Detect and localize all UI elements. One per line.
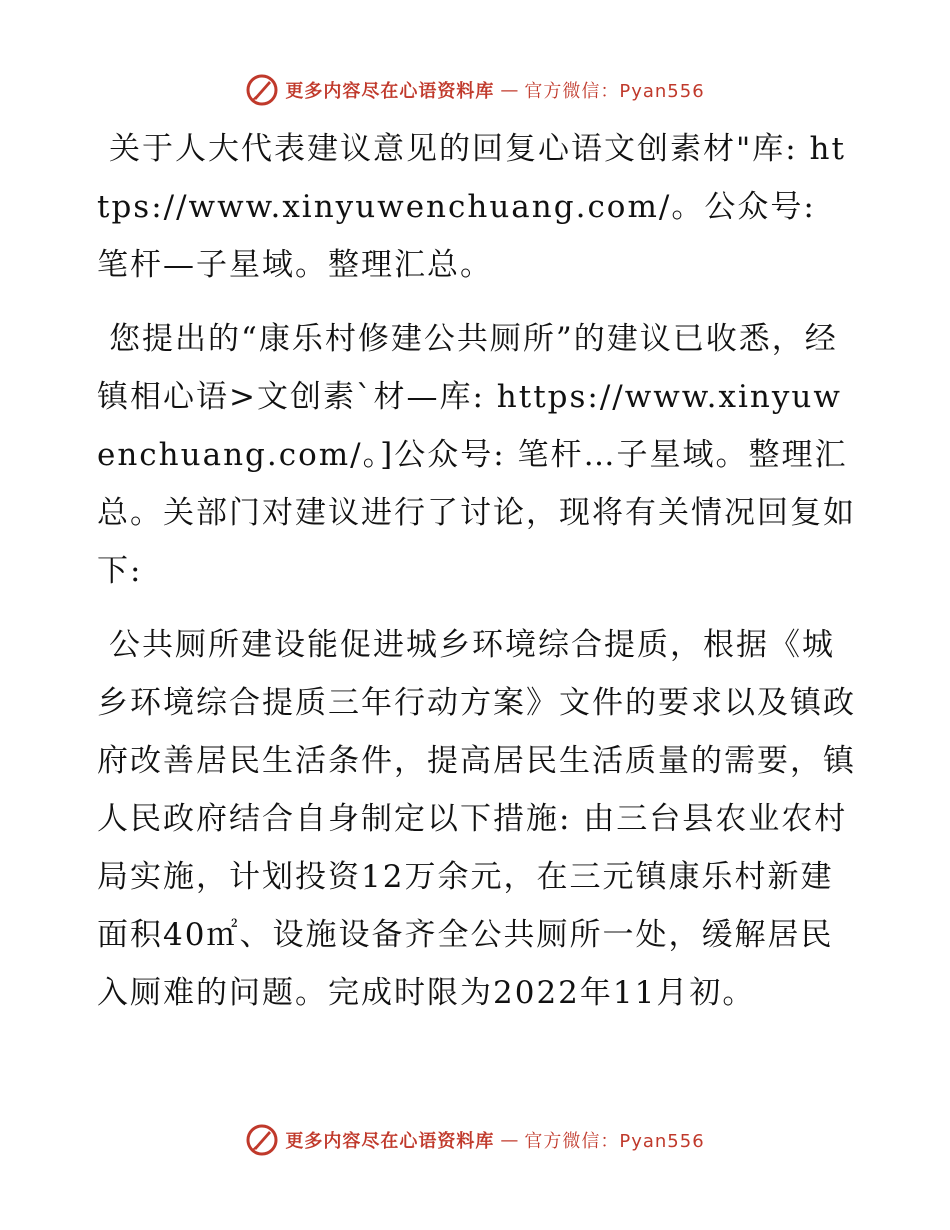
paragraph-2: 您提出的“康乐村修建公共厕所”的建议已收悉，经镇相心语>文创素`材—库: https://www.xinyuwenchuang.com/。]公众号: 笔杆…子星域。整理汇总。关部门对建议进行了讨论，现将有关情况回复如下: (97, 321, 856, 589)
banner-wechat-text: 官方微信：Pyan556 (524, 1131, 705, 1152)
red-feather-pen-icon (245, 73, 279, 107)
paragraph-3: 公共厕所建设能促进城乡环境综合提质，根据《城乡环境综合提质三年行动方案》文件的要求以及镇政府改善居民生活条件，提高居民生活质量的需要，镇人民政府结合自身制定以下措施: 由三台县农业农村局实施，计划投资12万余元，在三元镇康乐村新建面积40㎡、设施设备齐全公共厕所一处，缓解居民入厕难的问题。完成时限为2022年11月初。 (97, 627, 856, 1011)
banner-wechat-text: 官方微信：Pyan556 (524, 81, 705, 102)
banner-main-text: 更多内容尽在心语资料库 (285, 1131, 495, 1152)
banner-separator: — (500, 79, 519, 101)
banner-separator: — (500, 1129, 519, 1151)
header-banner (0, 70, 950, 110)
document-body (97, 120, 857, 1038)
banner-main-text: 更多内容尽在心语资料库 (285, 81, 495, 102)
paragraph-1: 关于人大代表建议意见的回复心语文创素材"库: https://www.xinyuwenchuang.com/。公众号: 笔杆—子星域。整理汇总。 (97, 131, 846, 283)
red-feather-pen-icon (245, 1123, 279, 1157)
footer-banner (0, 1120, 950, 1160)
